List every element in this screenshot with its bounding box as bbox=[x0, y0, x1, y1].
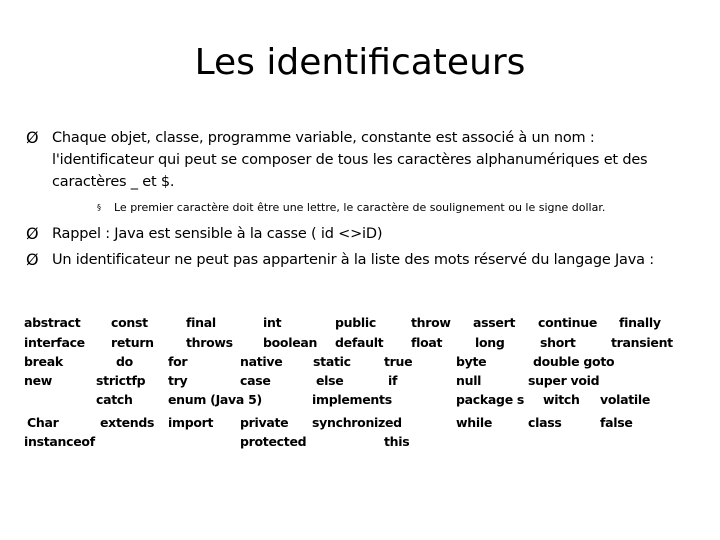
arrow-bullet-icon: Ø bbox=[26, 128, 39, 147]
keyword: new bbox=[24, 373, 53, 388]
bullet-text: Chaque objet, classe, programme variable, constante est associé à un nom : l'identificateur qui peut se composer de tous les caractères alphanumériques et des caractères _ et $. bbox=[52, 130, 648, 190]
sub-bullet-text: Le premier caractère doit être une lettre, le caractère de soulignement ou le signe dollar. bbox=[114, 201, 606, 214]
keyword: package s bbox=[456, 392, 525, 407]
bullet-reserved-words bbox=[26, 249, 654, 271]
keyword: while bbox=[456, 415, 492, 430]
keyword: float bbox=[411, 335, 443, 350]
keyword: extends bbox=[100, 415, 155, 430]
square-bullet-icon: § bbox=[97, 203, 101, 212]
keyword: do bbox=[116, 354, 133, 369]
keyword: catch bbox=[96, 392, 133, 407]
keyword: const bbox=[111, 315, 148, 330]
arrow-bullet-icon: Ø bbox=[26, 250, 39, 269]
keyword: break bbox=[24, 354, 63, 369]
keyword: interface bbox=[24, 335, 85, 350]
keyword: witch bbox=[543, 392, 580, 407]
slide-title: Les identificateurs bbox=[194, 42, 526, 83]
sub-bullet-first-character bbox=[97, 201, 605, 215]
keyword: finally bbox=[619, 315, 661, 330]
keyword: synchronized bbox=[312, 415, 402, 430]
keyword: short bbox=[540, 335, 576, 350]
keyword: return bbox=[111, 335, 154, 350]
keyword: public bbox=[335, 315, 376, 330]
keyword: Char bbox=[27, 415, 59, 430]
keyword: default bbox=[335, 335, 384, 350]
keyword: class bbox=[528, 415, 562, 430]
keyword: boolean bbox=[263, 335, 318, 350]
keyword: if bbox=[388, 373, 398, 388]
keyword: continue bbox=[538, 315, 598, 330]
keyword: false bbox=[600, 415, 633, 430]
keyword: throws bbox=[186, 335, 233, 350]
keyword: int bbox=[263, 315, 282, 330]
keyword: enum (Java 5) bbox=[168, 392, 262, 407]
keyword: instanceof bbox=[24, 434, 95, 449]
keyword: static bbox=[313, 354, 351, 369]
bullet-text: Rappel : Java est sensible à la casse ( id <>iD) bbox=[52, 226, 383, 242]
keyword: null bbox=[456, 373, 482, 388]
keyword: long bbox=[475, 335, 505, 350]
bullet-text: Un identificateur ne peut pas appartenir à la liste des mots réservé du langage Java : bbox=[52, 252, 654, 268]
keyword: try bbox=[168, 373, 188, 388]
keyword: byte bbox=[456, 354, 487, 369]
arrow-bullet-icon: Ø bbox=[26, 224, 39, 243]
keyword: throw bbox=[411, 315, 451, 330]
keyword: super void bbox=[528, 373, 600, 388]
keyword: for bbox=[168, 354, 188, 369]
keyword: transient bbox=[611, 335, 673, 350]
keyword: else bbox=[316, 373, 344, 388]
keyword: abstract bbox=[24, 315, 81, 330]
keyword: final bbox=[186, 315, 216, 330]
bullet-case-sensitive bbox=[26, 223, 382, 245]
keyword: true bbox=[384, 354, 413, 369]
keyword: import bbox=[168, 415, 214, 430]
keyword: strictfp bbox=[96, 373, 146, 388]
keyword: assert bbox=[473, 315, 516, 330]
keyword: case bbox=[240, 373, 271, 388]
keyword: protected bbox=[240, 434, 307, 449]
bullet-identifier-definition bbox=[26, 127, 686, 193]
keyword: double goto bbox=[533, 354, 615, 369]
keyword: volatile bbox=[600, 392, 651, 407]
keyword: this bbox=[384, 434, 410, 449]
keyword: native bbox=[240, 354, 283, 369]
keyword: implements bbox=[312, 392, 392, 407]
keyword: private bbox=[240, 415, 289, 430]
